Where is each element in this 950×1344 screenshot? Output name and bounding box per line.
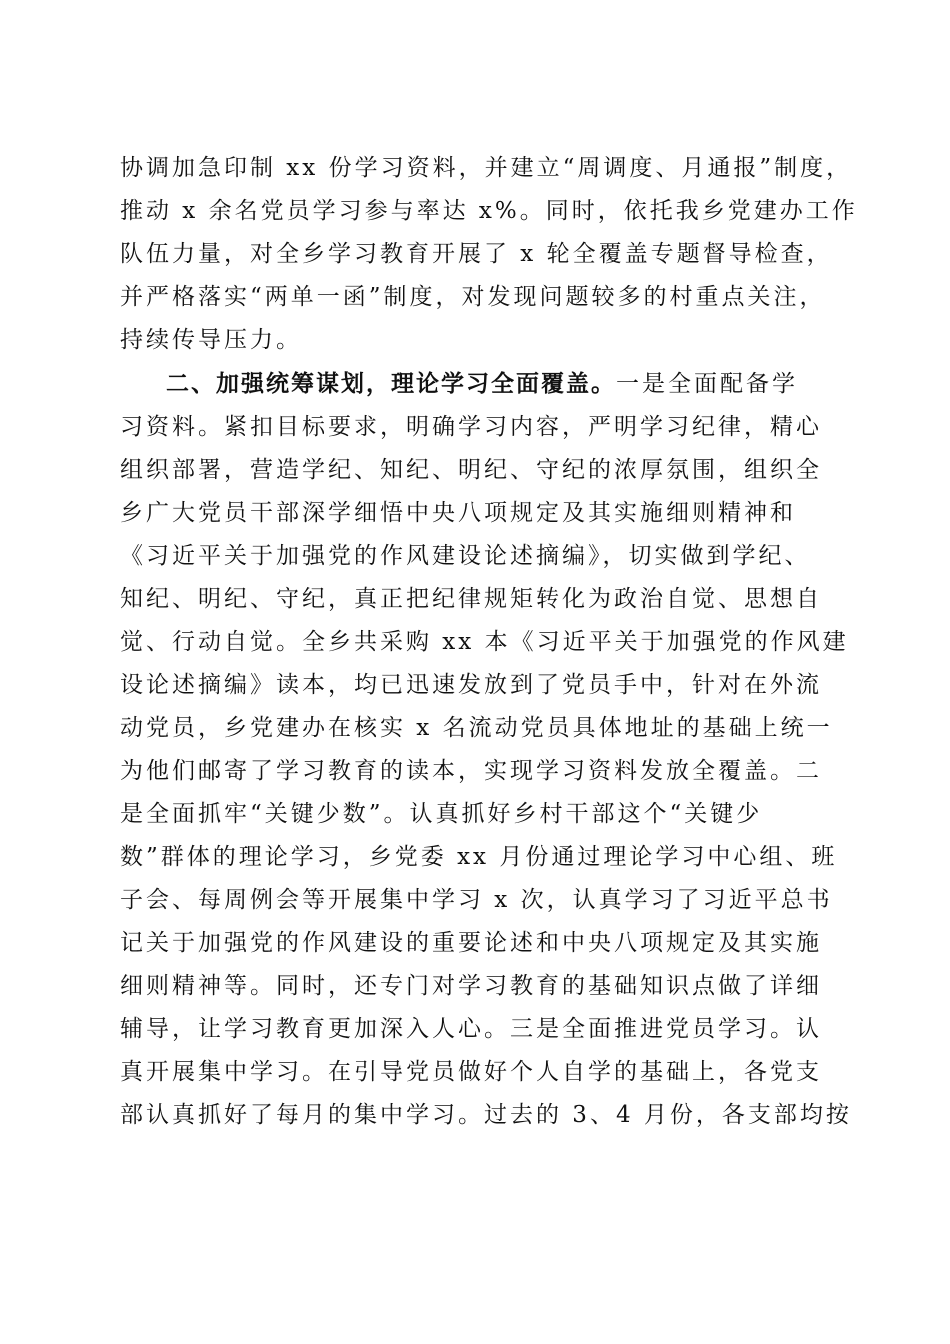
paragraph-2-line: 真开展集中学习。在引导党员做好个人自学的基础上，各党支 — [120, 1059, 822, 1085]
paragraph-2-line: 数”群体的理论学习，乡党委 xx 月份通过理论学习中心组、班 — [120, 844, 838, 870]
paragraph-2-line: 细则精神等。同时，还专门对学习教育的基础知识点做了详细 — [120, 973, 822, 999]
paragraph-2-first-line-text: 一是全面配备学 — [616, 371, 798, 397]
section-heading: 二、加强统筹谋划，理论学习全面覆盖。 — [166, 371, 616, 397]
paragraph-2-line: 设论述摘编》读本，均已迅速发放到了党员手中，针对在外流 — [120, 672, 822, 698]
paragraph-2-first-line — [166, 369, 840, 399]
paragraph-2-line: 记关于加强党的作风建设的重要论述和中央八项规定及其实施 — [120, 930, 822, 956]
paragraph-1-line: 队伍力量，对全乡学习教育开展了 x 轮全覆盖专题督导检查， — [120, 241, 833, 267]
paragraph-2-line: 习资料。紧扣目标要求，明确学习内容，严明学习纪律，精心 — [120, 414, 822, 440]
paragraph-2-line: 子会、每周例会等开展集中学习 x 次，认真学习了习近平总书 — [120, 887, 833, 913]
paragraph-2-line: 《习近平关于加强党的作风建设论述摘编》，切实做到学纪、 — [120, 543, 811, 569]
paragraph-2-line: 动党员，乡党建办在核实 x 名流动党员具体地址的基础上统一 — [120, 715, 833, 741]
paragraph-2-line: 觉、行动自觉。全乡共采购 xx 本《习近平关于加强党的作风建 — [120, 629, 849, 655]
paragraph-2-line: 为他们邮寄了学习教育的读本，实现学习资料发放全覆盖。二 — [120, 758, 822, 784]
paragraph-1-line: 持续传导压力。 — [120, 327, 302, 353]
paragraph-1-line: 协调加急印制 xx 份学习资料，并建立“周调度、月通报”制度， — [120, 155, 853, 181]
paragraph-2-line: 部认真抓好了每月的集中学习。过去的 3、4 月份，各支部均按 — [120, 1102, 852, 1128]
paragraph-1-line: 并严格落实“两单一函”制度，对发现问题较多的村重点关注， — [120, 284, 826, 310]
paragraph-1-line: 推动 x 余名党员学习参与率达 x%。同时，依托我乡党建办工作 — [120, 198, 858, 224]
paragraph-2-line: 乡广大党员干部深学细悟中央八项规定及其实施细则精神和 — [120, 500, 796, 526]
paragraph-2-line: 是全面抓牢“关键少数”。认真抓好乡村干部这个“关键少 — [120, 801, 763, 827]
paragraph-2-line: 组织部署，营造学纪、知纪、明纪、守纪的浓厚氛围，组织全 — [120, 457, 822, 483]
paragraph-2-line: 知纪、明纪、守纪，真正把纪律规矩转化为政治自觉、思想自 — [120, 586, 822, 612]
paragraph-2-line: 辅导，让学习教育更加深入人心。三是全面推进党员学习。认 — [120, 1016, 822, 1042]
